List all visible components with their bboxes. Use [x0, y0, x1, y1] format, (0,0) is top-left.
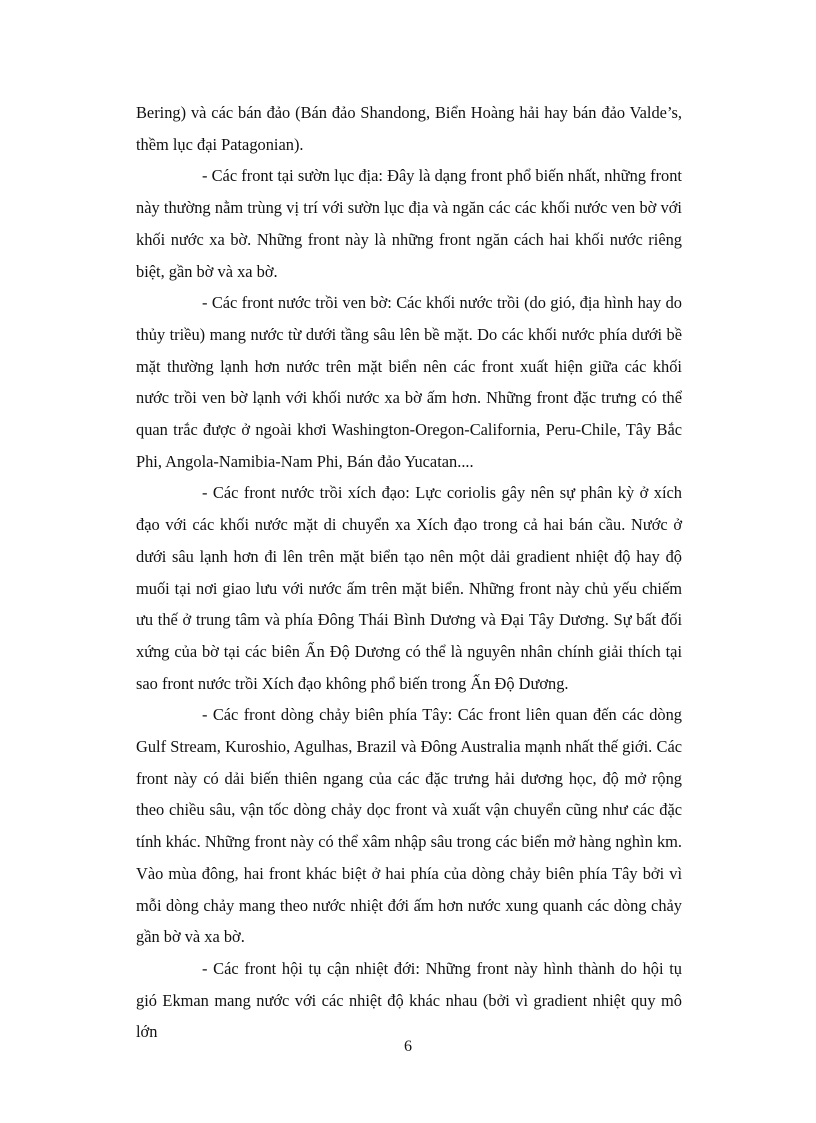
body-text [136, 97, 682, 1048]
paragraph-subtropical-convergence-fronts: - Các front hội tụ cận nhiệt đới: Những front này hình thành do hội tụ gió Ekman mang nước với các nhiệt độ khác nhau (bởi vì gradient nhiệt quy mô lớn [136, 958, 682, 1042]
paragraph-coastal-upwelling-fronts: - Các front nước trồi ven bờ: Các khối nước trồi (do gió, địa hình hay do thủy triều) mang nước từ dưới tầng sâu lên bề mặt. Do các khối nước phía dưới bề mặt thường lạnh hơn nước trên mặt biển nên các front xuất hiện giữa các khối nước trồi ven bờ lạnh với khối nước xa bờ ấm hơn. Những front đặc trưng có thể quan trắc được ở ngoài khơi Washington-Oregon-California, Peru-Chile, Tây Bắc Phi, Angola-Namibia-Nam Phi, Bán đảo Yucatan.... [136, 293, 682, 471]
paragraph-equatorial-upwelling-fronts: - Các front nước trồi xích đạo: Lực coriolis gây nên sự phân kỳ ở xích đạo với các khối nước mặt di chuyển xa Xích đạo trong cả hai bán cầu. Nước ở dưới sâu lạnh hơn đi lên trên mặt biển tạo nên một dải gradient nhiệt độ hay độ muối tại nơi giao lưu với nước ấm trên mặt biển. Những front này chủ yếu chiếm ưu thế ở trung tâm và phía Đông Thái Bình Dương và Đại Tây Dương. Sự bất đối xứng của bờ tại các biên Ấn Độ Dương có thể là nguyên nhân chính giải thích tại sao front nước trồi Xích đạo không phổ biến trong Ấn Độ Dương. [136, 483, 682, 693]
paragraph-bering-continuation: Bering) và các bán đảo (Bán đảo Shandong, Biển Hoàng hải hay bán đảo Valde’s, thềm lục đại Patagonian). [136, 103, 682, 154]
paragraph-continental-slope-fronts: - Các front tại sườn lục địa: Đây là dạng front phổ biến nhất, những front này thường nằm trùng vị trí với sườn lục địa và ngăn các các khối nước ven bờ với khối nước xa bờ. Những front này là những front ngăn cách hai khối nước riêng biệt, gần bờ và xa bờ. [136, 166, 682, 281]
page-number: 6 [404, 1038, 412, 1055]
paragraph-western-boundary-current-fronts: - Các front dòng chảy biên phía Tây: Các front liên quan đến các dòng Gulf Stream, Kuroshio, Agulhas, Brazil và Đông Australia mạnh nhất thế giới. Các front này có dải biến thiên ngang của các đặc trưng hải dương học, độ mở rộng theo chiều sâu, vận tốc dòng chảy dọc front và xuất vận chuyển cũng như các đặc tính khác. Những front này có thể xâm nhập sâu trong các biển mở hàng nghìn km. Vào mùa đông, hai front khác biệt ở hai phía của dòng chảy biên phía Tây bởi vì mỗi dòng chảy mang theo nước nhiệt đới ấm hơn nước xung quanh các dòng chảy gần bờ và xa bờ. [136, 705, 682, 947]
